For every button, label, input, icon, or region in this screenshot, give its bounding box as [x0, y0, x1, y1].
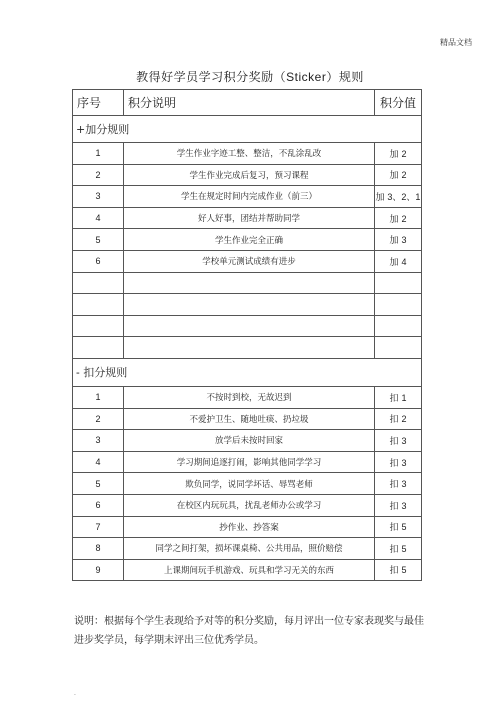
- points-rules-table: [72, 89, 422, 581]
- deduct-points-rows: [73, 386, 422, 580]
- points-amount: 4: [401, 256, 407, 267]
- rule-points-cell: [375, 473, 422, 495]
- page-watermark: 精品文档: [440, 38, 472, 47]
- blank-cell: [73, 337, 124, 359]
- rule-number-cell: 8: [73, 538, 124, 560]
- table-row: [73, 207, 422, 229]
- deduct-points-section-heading: - 扣分规则: [73, 358, 422, 386]
- points-action-label: 扣: [389, 436, 399, 447]
- rule-number-cell: 6: [73, 250, 124, 272]
- points-amount: 2: [401, 148, 407, 159]
- points-amount: 2: [401, 213, 407, 224]
- table-row: [73, 229, 422, 251]
- rule-points-cell: [375, 229, 422, 251]
- add-points-rows: [73, 143, 422, 273]
- points-amount: 5: [401, 565, 407, 576]
- rule-number-cell: 3: [73, 186, 124, 208]
- points-action-label: 加: [389, 214, 399, 225]
- rule-number-cell: 2: [73, 408, 124, 430]
- rule-description-cell: 同学之间打架，损坏课桌椅、公共用品，照价赔偿: [124, 538, 375, 560]
- blank-cell: [73, 272, 124, 294]
- rule-number-cell: 2: [73, 164, 124, 186]
- rule-description-cell: 欺负同学，说同学坏话、辱骂老师: [124, 473, 375, 495]
- rule-description-cell: 在校区内玩玩具，扰乱老师办公或学习: [124, 494, 375, 516]
- table-row: [73, 430, 422, 452]
- blank-cell: [73, 294, 124, 316]
- points-amount: 3: [401, 479, 407, 490]
- rule-description-cell: 学习期间追逐打闹，影响其他同学学习: [124, 451, 375, 473]
- blank-row: [73, 337, 422, 359]
- points-action-label: 扣: [389, 393, 399, 404]
- blank-cell: [124, 337, 375, 359]
- rule-points-cell: [375, 207, 422, 229]
- table-row: [73, 386, 422, 408]
- add-points-section-heading: +加分规则: [73, 116, 422, 143]
- table-header-row: [73, 90, 422, 116]
- points-amount: 2: [401, 170, 407, 181]
- rule-number-cell: 1: [73, 386, 124, 408]
- points-amount: 3: [401, 235, 407, 246]
- rule-number-cell: 4: [73, 451, 124, 473]
- rule-description-cell: 抄作业、抄答案: [124, 516, 375, 538]
- blank-cell: [73, 315, 124, 337]
- rule-points-cell: [375, 143, 422, 165]
- table-row: [73, 143, 422, 165]
- points-amount: 3: [401, 435, 407, 446]
- blank-cell: [124, 272, 375, 294]
- deduct-points-section-row: [73, 358, 422, 386]
- rule-description-cell: 学生在规定时间内完成作业（前三）: [124, 186, 375, 208]
- page-footer-mark: .: [74, 690, 76, 697]
- points-amount: 3: [401, 500, 407, 511]
- rule-points-cell: [375, 186, 422, 208]
- header-points-value: 积分值: [375, 90, 422, 116]
- title-prefix: 教得好学员学习积分奖励（: [136, 70, 287, 84]
- rule-points-cell: [375, 451, 422, 473]
- title-suffix: ）规则: [326, 70, 364, 84]
- title-sticker: Sticker: [286, 70, 327, 84]
- rule-description-cell: 好人好事，团结并帮助同学: [124, 207, 375, 229]
- table-row: [73, 164, 422, 186]
- rule-points-cell: [375, 494, 422, 516]
- rule-description-cell: 上课期间玩手机游戏、玩具和学习无关的东西: [124, 559, 375, 581]
- rule-description-cell: 不爱护卫生、随地吐痰、扔垃圾: [124, 408, 375, 430]
- table-row: [73, 250, 422, 272]
- points-amount: 5: [401, 543, 407, 554]
- header-points-description: 积分说明: [124, 90, 375, 116]
- rule-description-cell: 学校单元测试成绩有进步: [124, 250, 375, 272]
- blank-cell: [375, 294, 422, 316]
- rule-number-cell: 5: [73, 473, 124, 495]
- points-action-label: 扣: [389, 501, 399, 512]
- rule-description-cell: 不按时到校，无故迟到: [124, 386, 375, 408]
- rule-points-cell: [375, 430, 422, 452]
- rule-description-cell: 学生作业字迹工整、整洁，不乱涂乱改: [124, 143, 375, 165]
- blank-cell: [375, 272, 422, 294]
- table-row: [73, 494, 422, 516]
- rule-points-cell: [375, 386, 422, 408]
- rule-points-cell: [375, 559, 422, 581]
- rule-points-cell: [375, 538, 422, 560]
- table-row: [73, 559, 422, 581]
- blank-cell: [375, 337, 422, 359]
- table-row: [73, 451, 422, 473]
- points-action-label: 加: [389, 171, 399, 182]
- rule-description-cell: 放学后未按时回家: [124, 430, 375, 452]
- rule-number-cell: 5: [73, 229, 124, 251]
- points-amount: 1: [401, 392, 407, 403]
- points-action-label: 扣: [389, 544, 399, 555]
- table-row: [73, 186, 422, 208]
- points-amount: 3、2、1: [387, 191, 421, 202]
- table-row: [73, 473, 422, 495]
- blank-rows: [73, 272, 422, 358]
- document-title: [0, 68, 500, 85]
- add-points-section-row: [73, 116, 422, 143]
- rule-number-cell: 4: [73, 207, 124, 229]
- points-action-label: 扣: [389, 566, 399, 577]
- rule-number-cell: 3: [73, 430, 124, 452]
- blank-cell: [375, 315, 422, 337]
- blank-row: [73, 272, 422, 294]
- points-action-label: 扣: [389, 480, 399, 491]
- blank-row: [73, 294, 422, 316]
- rule-number-cell: 1: [73, 143, 124, 165]
- blank-cell: [124, 315, 375, 337]
- rule-number-cell: 7: [73, 516, 124, 538]
- rule-number-cell: 6: [73, 494, 124, 516]
- points-action-label: 扣: [389, 415, 399, 426]
- rule-points-cell: [375, 250, 422, 272]
- rule-number-cell: 9: [73, 559, 124, 581]
- rule-description-cell: 学生作业完全正确: [124, 229, 375, 251]
- points-action-label: 加: [389, 257, 399, 268]
- points-action-label: 加: [389, 236, 399, 247]
- rule-points-cell: [375, 516, 422, 538]
- points-action-label: 扣: [389, 523, 399, 534]
- rule-description-cell: 学生作业完成后复习，预习课程: [124, 164, 375, 186]
- rule-points-cell: [375, 164, 422, 186]
- points-amount: 2: [401, 414, 407, 425]
- explanation-note: 说明：根据每个学生表现给予对等的积分奖励，每月评出一位专家表现奖与最佳进步奖学员，每学期末评出三位优秀学员。: [74, 616, 424, 646]
- blank-cell: [124, 294, 375, 316]
- table-row: [73, 538, 422, 560]
- points-amount: 3: [401, 457, 407, 468]
- points-action-label: 加: [375, 192, 385, 203]
- points-action-label: 扣: [389, 458, 399, 469]
- table-row: [73, 408, 422, 430]
- header-serial-number: 序号: [73, 90, 124, 116]
- rule-points-cell: [375, 408, 422, 430]
- blank-row: [73, 315, 422, 337]
- table-row: [73, 516, 422, 538]
- points-amount: 5: [401, 522, 407, 533]
- points-action-label: 加: [389, 149, 399, 160]
